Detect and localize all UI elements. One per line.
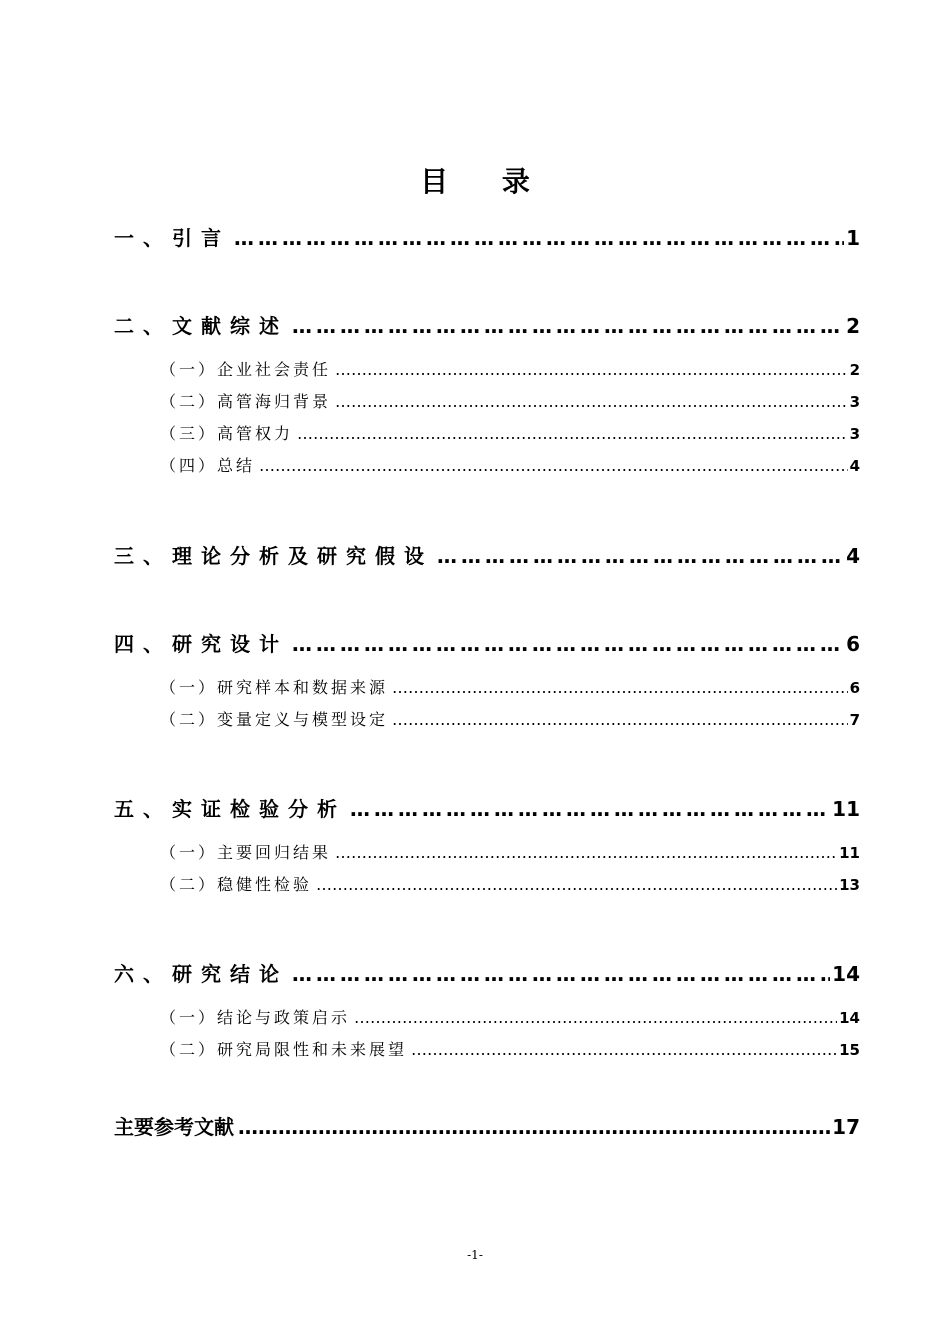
toc-subentry-label: （二）稳健性检验 bbox=[160, 875, 313, 894]
dot-leader bbox=[335, 360, 848, 379]
toc-subentry-label: （一）结论与政策启示 bbox=[160, 1008, 351, 1027]
dot-leader bbox=[392, 678, 848, 697]
toc-subentry-page: 6 bbox=[849, 679, 860, 697]
toc-subentry-6-1[interactable] bbox=[160, 1005, 860, 1028]
toc-subentry-label: （二）高管海归背景 bbox=[160, 392, 332, 411]
dot-leader bbox=[335, 392, 848, 411]
toc-subentry-6-2[interactable] bbox=[160, 1037, 860, 1060]
toc-subentry-4-2[interactable] bbox=[160, 707, 860, 730]
toc-subentry-5-1[interactable] bbox=[160, 840, 860, 863]
toc-entry-2[interactable] bbox=[114, 310, 860, 339]
toc-subentry-page: 4 bbox=[849, 457, 860, 475]
toc-entry-5[interactable] bbox=[114, 793, 860, 822]
dot-leader bbox=[335, 843, 837, 862]
dot-leader bbox=[297, 424, 848, 443]
toc-entry-label: 五、实证检验分析 bbox=[114, 797, 346, 821]
toc-entry-label: 四、研究设计 bbox=[114, 632, 288, 656]
toc-subentry-page: 2 bbox=[849, 361, 860, 379]
toc-entry-page: 14 bbox=[832, 962, 860, 986]
toc-entry-label: 一、引言 bbox=[114, 226, 230, 250]
toc-entry-1[interactable] bbox=[114, 222, 860, 251]
dot-leader bbox=[437, 544, 844, 568]
toc-subentry-label: （二）变量定义与模型设定 bbox=[160, 710, 389, 729]
dot-leader bbox=[316, 875, 837, 894]
toc-subentry-5-2[interactable] bbox=[160, 872, 860, 895]
toc-entry-4[interactable] bbox=[114, 628, 860, 657]
toc-subentry-label: （一）企业社会责任 bbox=[160, 360, 332, 379]
toc-entry-page: 4 bbox=[846, 544, 860, 568]
toc-subentry-2-4[interactable] bbox=[160, 453, 860, 476]
toc-subentry-page: 3 bbox=[849, 425, 860, 443]
toc-entry-page: 2 bbox=[846, 314, 860, 338]
toc-subentry-label: （三）高管权力 bbox=[160, 424, 294, 443]
toc-subentry-page: 11 bbox=[839, 844, 860, 862]
toc-subentry-2-1[interactable] bbox=[160, 357, 860, 380]
dot-leader bbox=[350, 797, 830, 821]
dot-leader bbox=[392, 710, 848, 729]
toc-entry-label: 六、研究结论 bbox=[114, 962, 288, 986]
toc-subentry-label: （一）主要回归结果 bbox=[160, 843, 332, 862]
dot-leader bbox=[234, 226, 844, 250]
toc-entry-label: 三、理论分析及研究假设 bbox=[114, 544, 433, 568]
toc-entry-references[interactable] bbox=[114, 1111, 860, 1140]
toc-entry-3[interactable] bbox=[114, 540, 860, 569]
toc-entry-label: 二、文献综述 bbox=[114, 314, 288, 338]
toc-entry-page: 6 bbox=[846, 632, 860, 656]
dot-leader bbox=[411, 1040, 837, 1059]
toc-entry-page: 11 bbox=[832, 797, 860, 821]
toc-subentry-page: 13 bbox=[839, 876, 860, 894]
dot-leader bbox=[354, 1008, 837, 1027]
toc-subentry-page: 15 bbox=[839, 1041, 860, 1059]
dot-leader bbox=[292, 962, 830, 986]
toc-subentry-label: （二）研究局限性和未来展望 bbox=[160, 1040, 408, 1059]
toc-entry-page: 1 bbox=[846, 226, 860, 250]
toc-entry-label: 主要参考文献 bbox=[114, 1115, 234, 1139]
toc-subentry-page: 7 bbox=[849, 711, 860, 729]
dot-leader bbox=[238, 1115, 830, 1139]
toc-subentry-label: （四）总结 bbox=[160, 456, 256, 475]
toc-entry-page: 17 bbox=[832, 1115, 860, 1139]
dot-leader bbox=[292, 314, 844, 338]
toc-title: 目 录 bbox=[420, 165, 552, 198]
toc-entry-6[interactable] bbox=[114, 958, 860, 987]
toc-subentry-4-1[interactable] bbox=[160, 675, 860, 698]
dot-leader bbox=[292, 632, 844, 656]
page-number-footer: -1- bbox=[467, 1248, 483, 1262]
toc-subentry-2-3[interactable] bbox=[160, 421, 860, 444]
toc-subentry-page: 14 bbox=[839, 1009, 860, 1027]
dot-leader bbox=[259, 456, 848, 475]
toc-subentry-page: 3 bbox=[849, 393, 860, 411]
toc-subentry-label: （一）研究样本和数据来源 bbox=[160, 678, 389, 697]
toc-subentry-2-2[interactable] bbox=[160, 389, 860, 412]
